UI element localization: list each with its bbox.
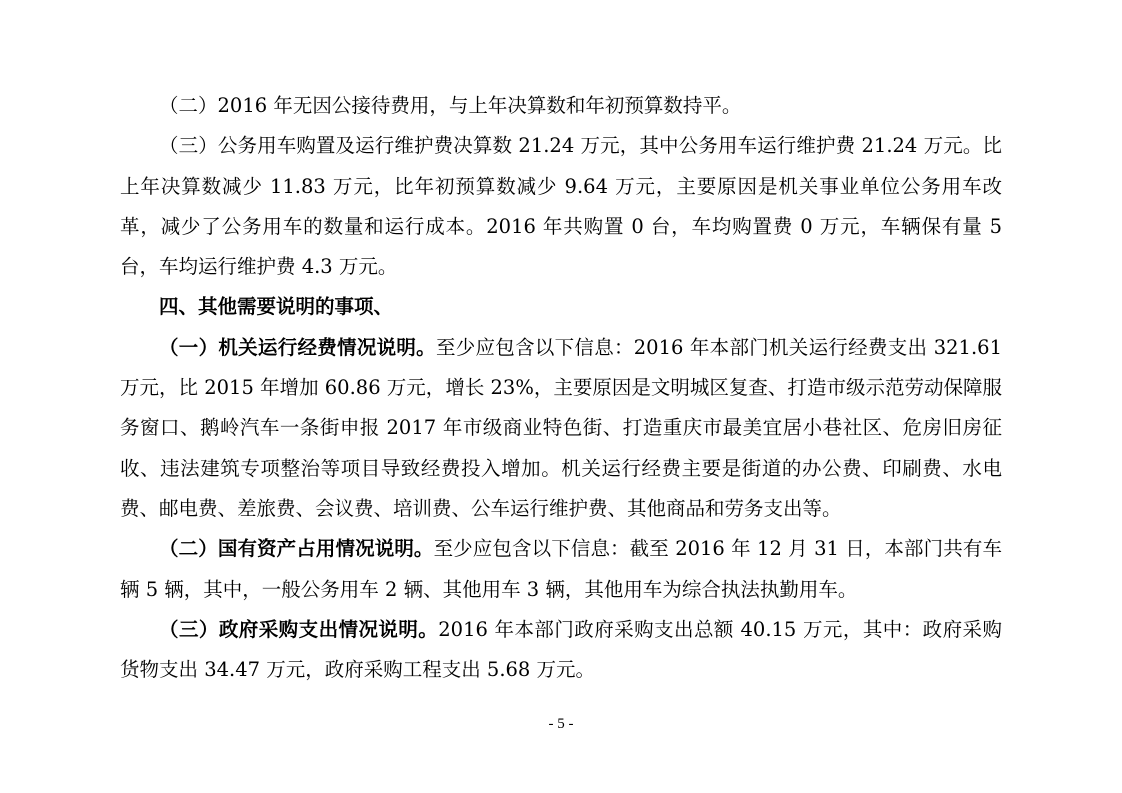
government-procurement-body: 2016 年本部门政府采购支出总额 40.15 万元，其中：政府采购货物支出 34.47 万元，政府采购工程支出 5.68 万元。 xyxy=(120,617,1002,682)
paragraph-operating-costs xyxy=(120,328,1002,529)
operating-costs-body: 至少应包含以下信息：2016 年本部门机关运行经费支出 321.61 万元，比 2015 年增加 60.86 万元，增长 23%，主要原因是文明城区复查、打造市级示范劳动保障服务窗口、鹅岭汽车一条街申报 2017 年市级商业特色街、打造重庆市最美宜居小巷社区、危房旧房征收、违法建筑专项整治等项目导致经费投入增加。机关运行经费主要是街道的办公费、印刷费、水电费、邮电费、差旅费、会议费、培训费、公车运行维护费、其他商品和劳务支出等。 xyxy=(120,335,1002,520)
paragraph-vehicle-expenses: （三）公务用车购置及运行维护费决算数 21.24 万元，其中公务用车运行维护费 21.24 万元。比上年决算数减少 11.83 万元，比年初预算数减少 9.64 万元，主要原因是机关事业单位公务用车改革，减少了公务用车的数量和运行成本。2016 年共购置 0 台，车均购置费 0 万元，车辆保有量 5 台，车均运行维护费 4.3 万元。 xyxy=(120,134,1002,279)
page-number: - 5 - xyxy=(548,716,574,732)
state-assets-body: 至少应包含以下信息：截至 2016 年 12 月 31 日，本部门共有车辆 5 辆，其中，一般公务用车 2 辆、其他用车 3 辆，其他用车为综合执法执勤用车。 xyxy=(120,537,1002,601)
paragraph-government-procurement xyxy=(120,610,1002,691)
section-heading-other-matters: 四、其他需要说明的事项、 xyxy=(159,295,394,319)
government-procurement-lead: （三）政府采购支出情况说明。 xyxy=(159,617,439,641)
state-assets-lead: （二）国有资产占用情况说明。 xyxy=(159,537,434,561)
operating-costs-lead: （一）机关运行经费情况说明。 xyxy=(159,335,436,359)
paragraph-state-assets xyxy=(120,529,1002,610)
paragraph-reception-expenses: （二）2016 年无因公接待费用，与上年决算数和年初预算数持平。 xyxy=(159,94,742,117)
document-body xyxy=(120,86,1002,690)
